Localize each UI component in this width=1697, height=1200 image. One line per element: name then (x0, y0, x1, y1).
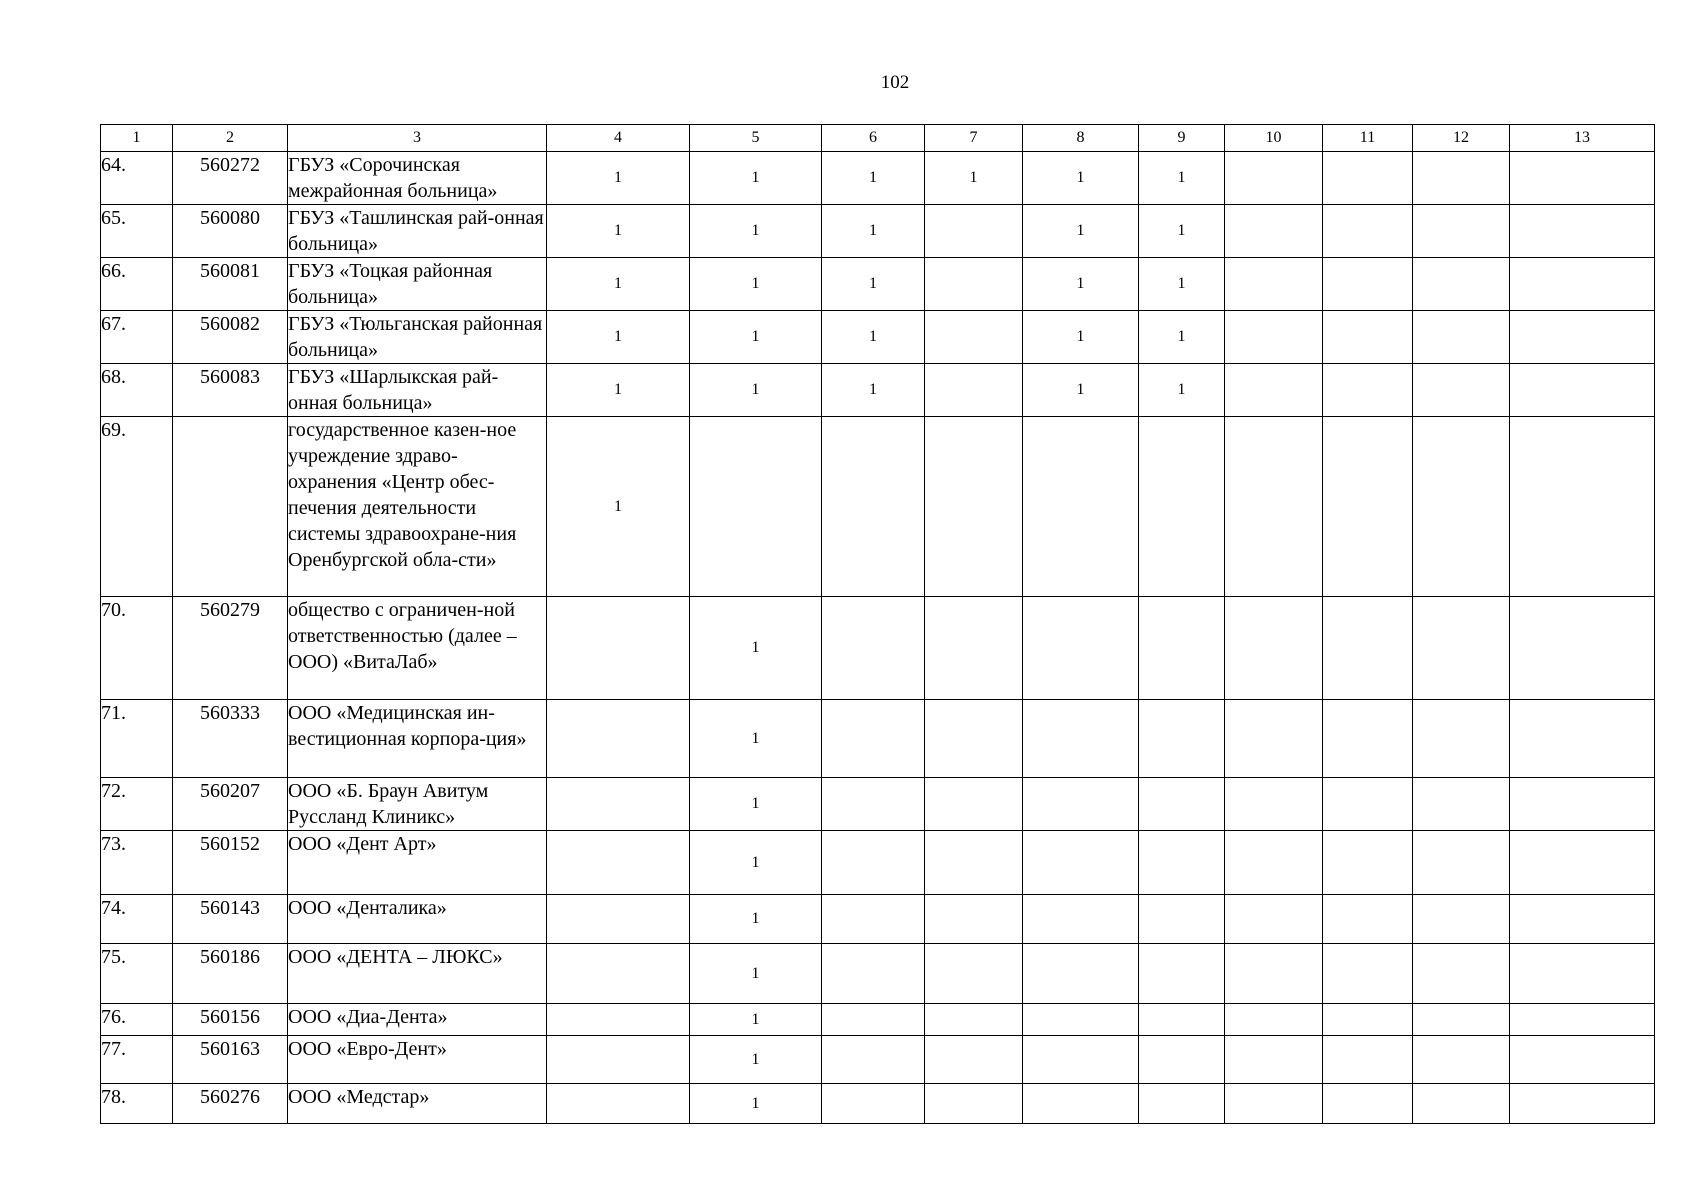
value-cell: 1 (690, 1084, 822, 1124)
value-cell (925, 417, 1023, 597)
value-cell (1413, 1004, 1510, 1036)
value-cell (1413, 778, 1510, 831)
value-cell (925, 1036, 1023, 1084)
value-cell (822, 778, 925, 831)
value-cell (1023, 944, 1139, 1004)
value-cell: 1 (1023, 258, 1139, 311)
row-number: 73. (101, 831, 173, 895)
organization-name: ГБУЗ «Тюльганская районная больница» (288, 311, 547, 364)
value-cell (1139, 597, 1225, 700)
organization-name: ООО «Б. Браун Авитум Руссланд Клиникс» (288, 778, 547, 831)
value-cell (1023, 831, 1139, 895)
value-cell (1139, 895, 1225, 944)
value-cell (822, 1036, 925, 1084)
value-cell: 1 (547, 417, 690, 597)
value-cell: 1 (1023, 205, 1139, 258)
value-cell (1225, 944, 1323, 1004)
organization-name: ООО «Дент Арт» (288, 831, 547, 895)
value-cell: 1 (1139, 152, 1225, 205)
registry-code: 560163 (173, 1036, 288, 1084)
value-cell (690, 417, 822, 597)
table-row (101, 205, 1655, 258)
table-row (101, 700, 1655, 778)
registry-code: 560143 (173, 895, 288, 944)
value-cell (1139, 778, 1225, 831)
value-cell: 1 (1139, 258, 1225, 311)
registry-code (173, 417, 288, 597)
row-number: 68. (101, 364, 173, 417)
value-cell (1139, 700, 1225, 778)
value-cell (1023, 778, 1139, 831)
value-cell (1225, 152, 1323, 205)
value-cell (925, 205, 1023, 258)
value-cell (1413, 597, 1510, 700)
value-cell: 1 (690, 205, 822, 258)
value-cell (1323, 311, 1413, 364)
value-cell (1413, 152, 1510, 205)
value-cell (1510, 152, 1655, 205)
value-cell (822, 831, 925, 895)
value-cell (1225, 778, 1323, 831)
value-cell: 1 (822, 258, 925, 311)
row-number: 65. (101, 205, 173, 258)
value-cell (925, 1004, 1023, 1036)
column-header: 1 (101, 125, 173, 152)
value-cell: 1 (690, 700, 822, 778)
value-cell (1413, 417, 1510, 597)
value-cell (1323, 258, 1413, 311)
value-cell (1413, 258, 1510, 311)
value-cell (1510, 597, 1655, 700)
value-cell (1225, 700, 1323, 778)
value-cell (822, 1084, 925, 1124)
value-cell (1510, 311, 1655, 364)
value-cell (1023, 1084, 1139, 1124)
value-cell (1225, 258, 1323, 311)
value-cell (1139, 1036, 1225, 1084)
page-number: 102 (880, 72, 910, 93)
value-cell: 1 (925, 152, 1023, 205)
value-cell (925, 597, 1023, 700)
value-cell: 1 (1139, 311, 1225, 364)
value-cell: 1 (1139, 364, 1225, 417)
value-cell (925, 895, 1023, 944)
organization-name: ООО «Евро-Дент» (288, 1036, 547, 1084)
value-cell (547, 944, 690, 1004)
row-number: 64. (101, 152, 173, 205)
value-cell (1510, 258, 1655, 311)
table-row (101, 597, 1655, 700)
value-cell: 1 (547, 152, 690, 205)
value-cell (1139, 1004, 1225, 1036)
row-number: 75. (101, 944, 173, 1004)
value-cell (1023, 895, 1139, 944)
value-cell (925, 364, 1023, 417)
value-cell: 1 (547, 364, 690, 417)
column-header: 2 (173, 125, 288, 152)
column-header: 4 (547, 125, 690, 152)
value-cell (1413, 364, 1510, 417)
value-cell (822, 1004, 925, 1036)
table-row (101, 1004, 1655, 1036)
table-row (101, 258, 1655, 311)
value-cell (547, 778, 690, 831)
value-cell: 1 (690, 364, 822, 417)
value-cell: 1 (547, 311, 690, 364)
registry-code: 560083 (173, 364, 288, 417)
table-row (101, 831, 1655, 895)
row-number: 71. (101, 700, 173, 778)
value-cell (1023, 1004, 1139, 1036)
column-header: 12 (1413, 125, 1510, 152)
data-table (100, 124, 1655, 1124)
value-cell (925, 700, 1023, 778)
value-cell: 1 (822, 152, 925, 205)
registry-code: 560333 (173, 700, 288, 778)
value-cell: 1 (690, 778, 822, 831)
value-cell: 1 (822, 364, 925, 417)
row-number: 70. (101, 597, 173, 700)
value-cell (1139, 1084, 1225, 1124)
organization-name: ООО «Диа-Дента» (288, 1004, 547, 1036)
value-cell: 1 (690, 258, 822, 311)
column-header: 9 (1139, 125, 1225, 152)
value-cell (1510, 895, 1655, 944)
value-cell (1323, 364, 1413, 417)
header-row (101, 125, 1655, 152)
value-cell (1225, 205, 1323, 258)
value-cell: 1 (690, 597, 822, 700)
value-cell (1323, 895, 1413, 944)
row-number: 69. (101, 417, 173, 597)
table-row (101, 1084, 1655, 1124)
value-cell (1510, 364, 1655, 417)
value-cell: 1 (1139, 205, 1225, 258)
value-cell (1510, 1036, 1655, 1084)
organization-name: ГБУЗ «Тоцкая районная больница» (288, 258, 547, 311)
value-cell: 1 (690, 1004, 822, 1036)
organization-name: ООО «Медстар» (288, 1084, 547, 1124)
value-cell (1323, 944, 1413, 1004)
value-cell (1323, 152, 1413, 205)
value-cell: 1 (1023, 311, 1139, 364)
value-cell (1413, 700, 1510, 778)
value-cell: 1 (690, 152, 822, 205)
organization-name: ООО «ДЕНТА – ЛЮКС» (288, 944, 547, 1004)
value-cell (925, 831, 1023, 895)
row-number: 74. (101, 895, 173, 944)
row-number: 76. (101, 1004, 173, 1036)
value-cell (1225, 1084, 1323, 1124)
table-row (101, 944, 1655, 1004)
organization-name: общество с ограничен-ной ответственностью (далее – ООО) «ВитаЛаб» (288, 597, 547, 700)
organization-name: ООО «Медицинская ин-вестиционная корпора-ция» (288, 700, 547, 778)
value-cell (822, 417, 925, 597)
table-row (101, 152, 1655, 205)
value-cell (547, 895, 690, 944)
value-cell (1413, 205, 1510, 258)
value-cell (1413, 1084, 1510, 1124)
value-cell (925, 778, 1023, 831)
value-cell: 1 (1023, 364, 1139, 417)
value-cell (1023, 417, 1139, 597)
value-cell (822, 944, 925, 1004)
value-cell (1510, 944, 1655, 1004)
table-body (101, 152, 1655, 1124)
table-row (101, 778, 1655, 831)
registry-code: 560186 (173, 944, 288, 1004)
column-header: 5 (690, 125, 822, 152)
value-cell (1225, 1004, 1323, 1036)
column-header: 7 (925, 125, 1023, 152)
table-row (101, 364, 1655, 417)
value-cell: 1 (822, 311, 925, 364)
value-cell (1323, 205, 1413, 258)
value-cell (1510, 1004, 1655, 1036)
value-cell (1225, 597, 1323, 700)
value-cell (1225, 831, 1323, 895)
value-cell (1023, 1036, 1139, 1084)
organization-name: ГБУЗ «Шарлыкская рай-онная больница» (288, 364, 547, 417)
value-cell (1323, 1084, 1413, 1124)
value-cell: 1 (690, 311, 822, 364)
table-row (101, 311, 1655, 364)
value-cell (1510, 778, 1655, 831)
registry-code: 560152 (173, 831, 288, 895)
organization-name: государственное казен-ное учреждение здраво-охранения «Центр обес-печения деятельности системы здравоохране-ния Оренбургской обла-сти» (288, 417, 547, 597)
value-cell (1323, 831, 1413, 895)
registry-code: 560276 (173, 1084, 288, 1124)
value-cell (1413, 831, 1510, 895)
value-cell (1510, 205, 1655, 258)
registry-code: 560080 (173, 205, 288, 258)
value-cell (1323, 417, 1413, 597)
value-cell (1413, 1036, 1510, 1084)
registry-code: 560272 (173, 152, 288, 205)
column-header: 10 (1225, 125, 1323, 152)
value-cell (1413, 944, 1510, 1004)
value-cell (822, 895, 925, 944)
value-cell (1413, 311, 1510, 364)
value-cell (1413, 895, 1510, 944)
row-number: 72. (101, 778, 173, 831)
value-cell (1139, 944, 1225, 1004)
value-cell (1323, 778, 1413, 831)
value-cell: 1 (690, 831, 822, 895)
organization-name: ГБУЗ «Ташлинская рай-онная больница» (288, 205, 547, 258)
value-cell (1323, 597, 1413, 700)
value-cell (925, 258, 1023, 311)
table-row (101, 417, 1655, 597)
value-cell (547, 831, 690, 895)
value-cell (822, 597, 925, 700)
value-cell (547, 1036, 690, 1084)
value-cell: 1 (547, 205, 690, 258)
value-cell (925, 311, 1023, 364)
value-cell (1023, 700, 1139, 778)
row-number: 78. (101, 1084, 173, 1124)
value-cell (1510, 831, 1655, 895)
value-cell (1323, 700, 1413, 778)
column-header: 13 (1510, 125, 1655, 152)
value-cell (1323, 1004, 1413, 1036)
organization-name: ООО «Денталика» (288, 895, 547, 944)
value-cell (547, 1004, 690, 1036)
column-header: 8 (1023, 125, 1139, 152)
value-cell: 1 (690, 944, 822, 1004)
value-cell (1023, 597, 1139, 700)
registry-code: 560156 (173, 1004, 288, 1036)
value-cell (1510, 417, 1655, 597)
registry-code: 560279 (173, 597, 288, 700)
value-cell (1510, 700, 1655, 778)
row-number: 66. (101, 258, 173, 311)
value-cell (1225, 895, 1323, 944)
row-number: 67. (101, 311, 173, 364)
organization-name: ГБУЗ «Сорочинская межрайонная больница» (288, 152, 547, 205)
value-cell (822, 700, 925, 778)
value-cell: 1 (690, 895, 822, 944)
value-cell (1225, 417, 1323, 597)
table-row (101, 1036, 1655, 1084)
value-cell (1510, 1084, 1655, 1124)
value-cell (547, 597, 690, 700)
value-cell: 1 (822, 205, 925, 258)
value-cell (1225, 311, 1323, 364)
registry-code: 560081 (173, 258, 288, 311)
row-number: 77. (101, 1036, 173, 1084)
value-cell (925, 1084, 1023, 1124)
value-cell (1139, 831, 1225, 895)
registry-code: 560082 (173, 311, 288, 364)
value-cell (1323, 1036, 1413, 1084)
column-header: 3 (288, 125, 547, 152)
value-cell (1225, 364, 1323, 417)
value-cell (925, 944, 1023, 1004)
value-cell (1225, 1036, 1323, 1084)
value-cell (547, 700, 690, 778)
value-cell: 1 (1023, 152, 1139, 205)
value-cell (547, 1084, 690, 1124)
value-cell: 1 (547, 258, 690, 311)
column-header: 6 (822, 125, 925, 152)
table-row (101, 895, 1655, 944)
registry-code: 560207 (173, 778, 288, 831)
value-cell (1139, 417, 1225, 597)
column-header: 11 (1323, 125, 1413, 152)
value-cell: 1 (690, 1036, 822, 1084)
